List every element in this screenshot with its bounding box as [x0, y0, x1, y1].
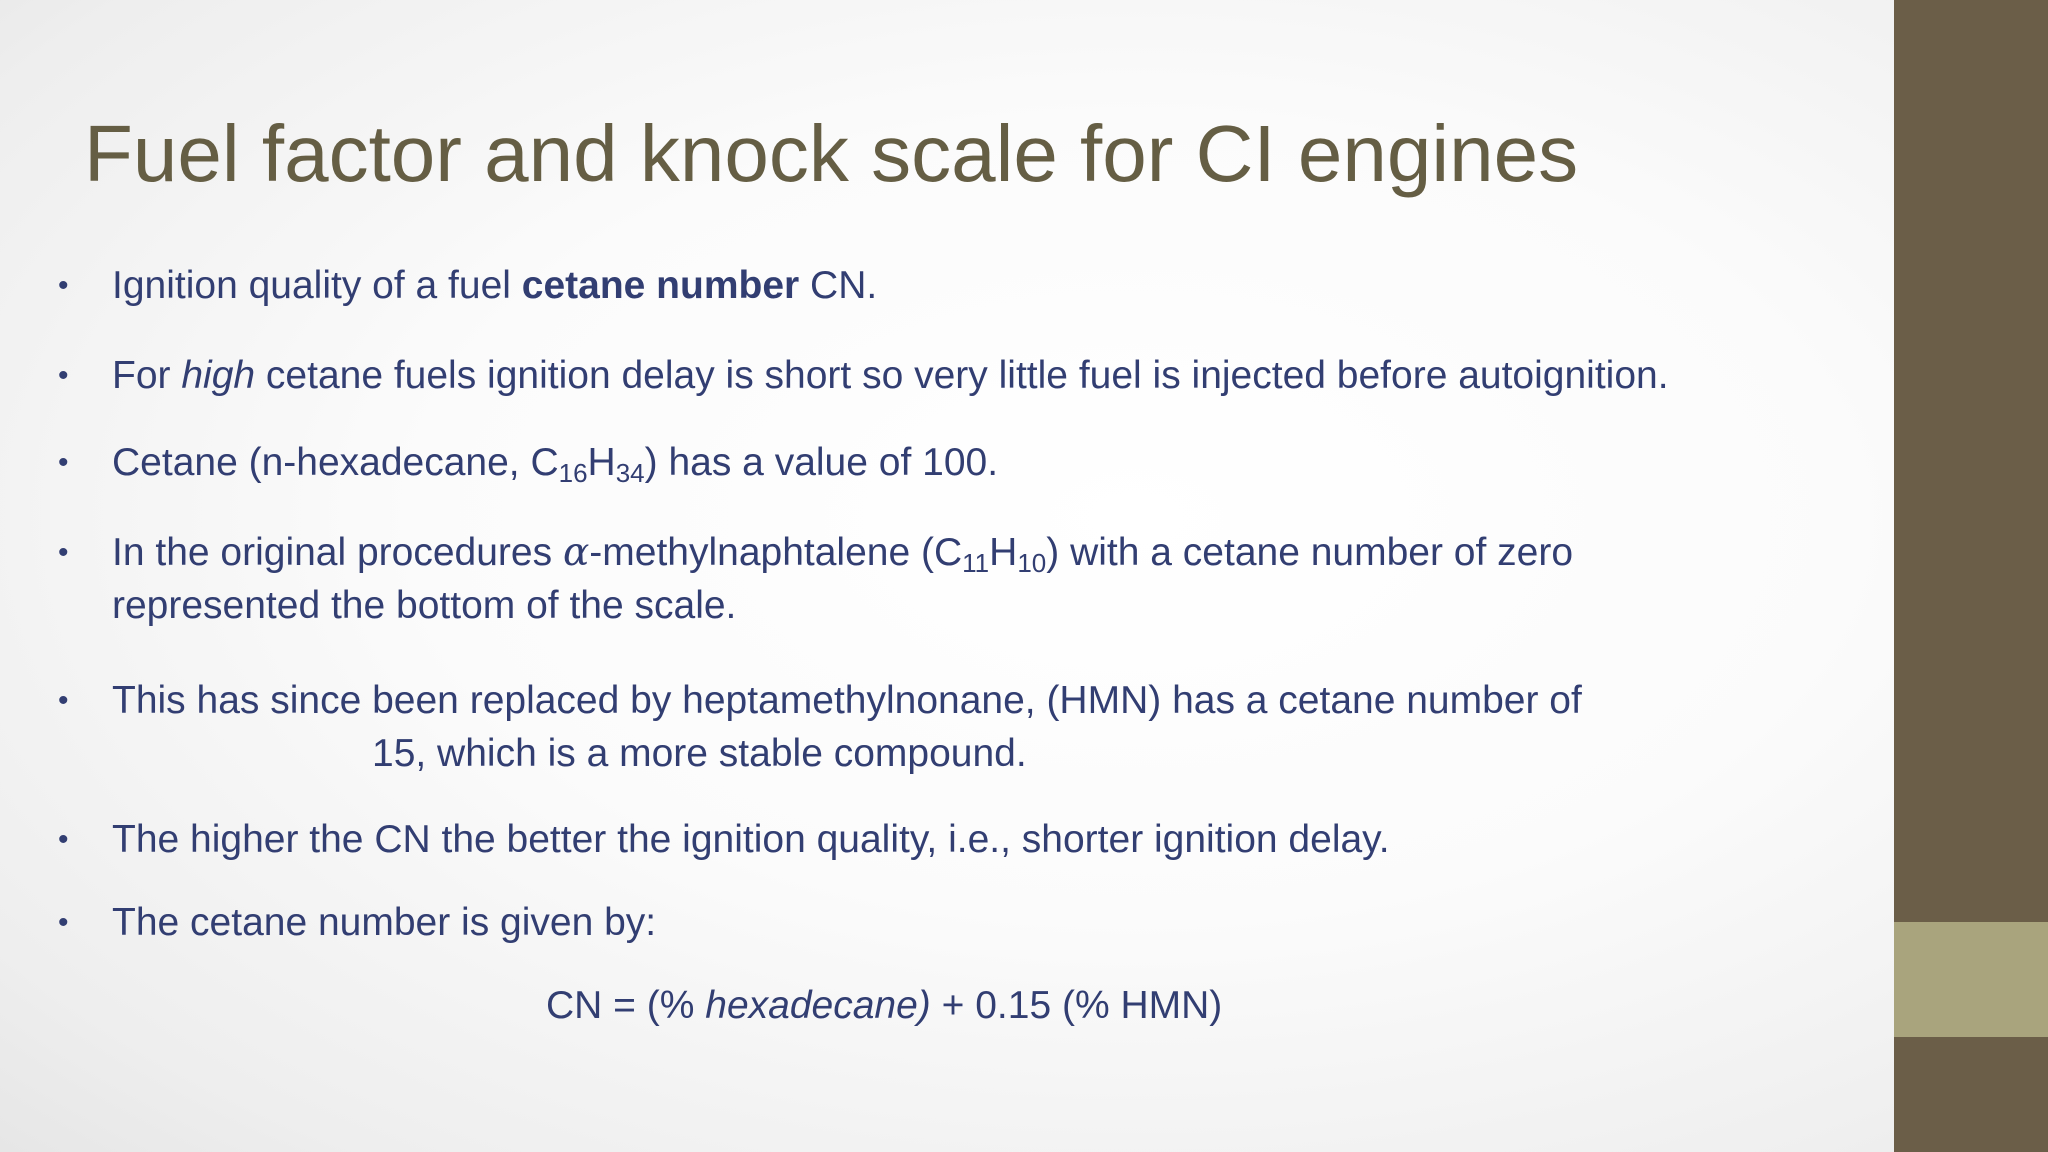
- bullet-text: H: [587, 441, 616, 484]
- slide-title: Fuel factor and knock scale for CI engines: [84, 109, 1579, 198]
- bullet-text-line2: 15, which is a more stable compound.: [372, 732, 1027, 775]
- bullet-marker: •: [58, 684, 69, 717]
- bullet-text: For: [112, 354, 182, 397]
- bullet-cetane-number: [112, 259, 877, 312]
- subscript: 10: [1017, 548, 1047, 578]
- bullet-marker: •: [58, 269, 69, 302]
- bullet-text-line2: represented the bottom of the scale.: [112, 584, 737, 627]
- subscript: 16: [558, 458, 588, 488]
- formula-italic: hexadecane): [705, 984, 931, 1027]
- bullet-marker: •: [58, 446, 69, 479]
- italic-term: high: [181, 354, 256, 397]
- bullet-marker: •: [58, 823, 69, 856]
- bullet-higher-cn: The higher the CN the better the ignition quality, i.e., shorter ignition delay.: [112, 818, 1390, 861]
- alpha-symbol: α: [562, 530, 590, 575]
- bullet-hmn-replacement: [112, 674, 1582, 780]
- bullet-text: H: [989, 531, 1018, 574]
- bullet-marker: •: [58, 359, 69, 392]
- bold-term: cetane number: [521, 264, 800, 307]
- formula-text: CN = (%: [546, 984, 706, 1027]
- bullet-text: Ignition quality of a fuel: [112, 264, 522, 307]
- side-accent-decoration: [1894, 922, 2048, 1037]
- bullet-text: ) with a cetane number of zero: [1046, 531, 1574, 574]
- subscript: 34: [615, 458, 645, 488]
- bullet-original-procedure: [112, 526, 1573, 632]
- bullet-text: cetane fuels ignition delay is short so very little fuel is injected before autoignition.: [255, 354, 1669, 397]
- bullet-text: ) has a value of 100.: [644, 441, 999, 484]
- bullet-text: This has since been replaced by heptamethylnonane, (HMN) has a cetane number of: [112, 679, 1582, 722]
- bullet-cetane-value: [112, 436, 998, 489]
- bullet-marker: •: [58, 536, 69, 569]
- bullet-text: In the original procedures: [112, 531, 563, 574]
- bullet-high-cetane: [112, 349, 1669, 402]
- bullet-text: Cetane (n-hexadecane, C: [112, 441, 559, 484]
- bullet-text: -methylnaphtalene (C: [589, 531, 963, 574]
- subscript: 11: [962, 548, 990, 578]
- formula-text: + 0.15 (% HMN): [930, 984, 1223, 1027]
- bullet-cetane-given-by: The cetane number is given by:: [112, 901, 657, 944]
- cetane-formula: [546, 979, 1222, 1032]
- bullet-marker: •: [58, 906, 69, 939]
- bullet-text: CN.: [799, 264, 878, 307]
